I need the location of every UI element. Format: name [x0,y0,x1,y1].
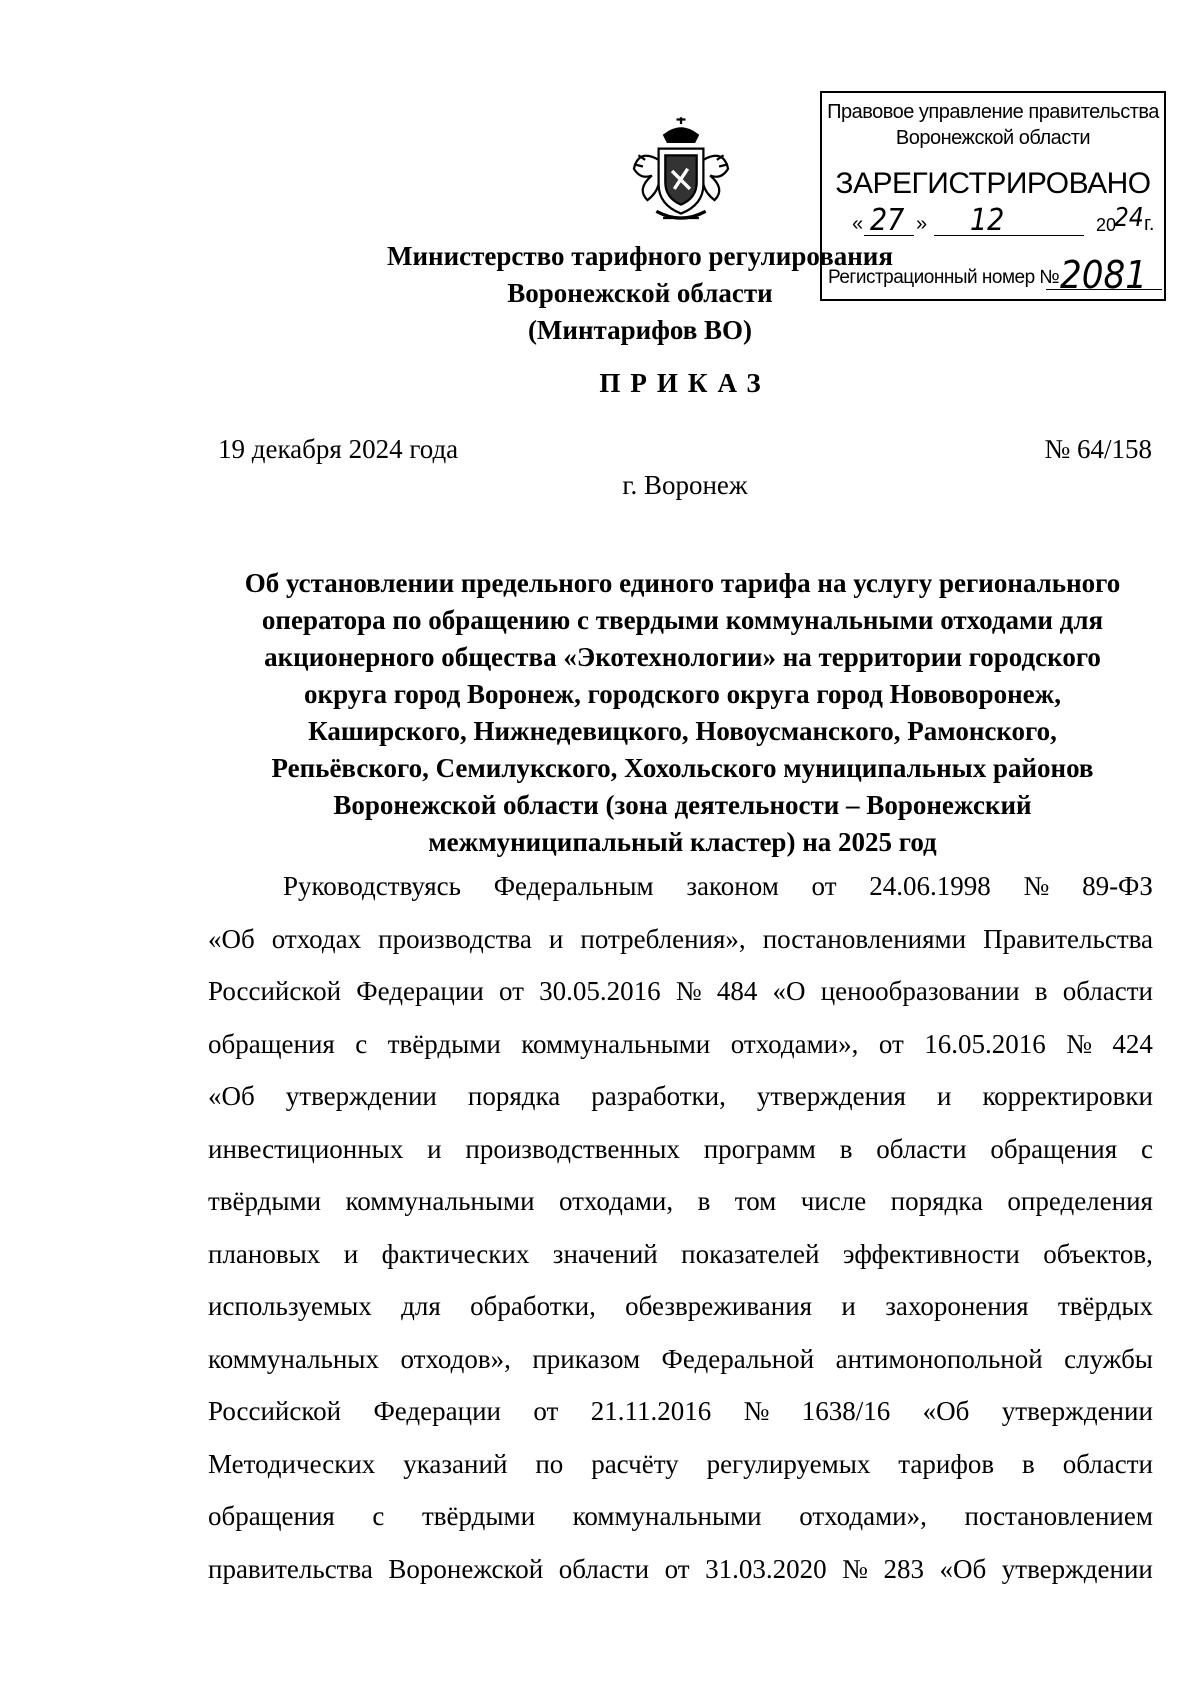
body-word: эффективности [842,1238,1020,1269]
body-word: Методических [208,1448,376,1479]
title-line: округа город Воронеж, городского округа город Нововоронеж, [304,679,1061,709]
body-line [208,913,1153,966]
title-line: Репьёвского, Семилукского, Хохольского муниципальных районов [271,753,1094,783]
body-word: 283 [883,1553,924,1584]
body-word: коммунальными [521,1028,711,1059]
body-word: твёрдых [1057,1291,1153,1321]
body-line [208,1070,1153,1123]
body-word: Российской [208,976,342,1006]
body-word: и [427,1133,442,1164]
body-word: 31.03.2020 [705,1553,827,1584]
body-word: № [1023,871,1050,901]
body-line [208,1438,1153,1491]
body-word: службы [1064,1343,1153,1374]
document-number: № 64/158 [1044,434,1152,464]
body-word: объектов, [1043,1238,1153,1269]
body-word: производственных [465,1133,680,1164]
body-word: потребления», [580,923,746,954]
stamp-month: 12 [970,203,1005,238]
body-word: и [343,1238,359,1269]
document-date: 19 декабря 2024 года [218,434,459,464]
stamp-year: 24 [1114,203,1144,233]
body-word: области [1062,976,1153,1006]
body-word: от [533,1396,559,1426]
body-word: том [734,1186,777,1216]
body-word: 21.11.2016 [590,1396,712,1426]
body-word: фактических [381,1238,530,1269]
ministry-line1: Министерство тарифного регулирования [387,241,893,271]
body-word: утверждении [285,1081,437,1111]
document-city: г. Воронеж [622,470,748,500]
body-word: значений [552,1238,658,1269]
stamp-department-line2: Воронежской области [895,127,1091,149]
title-line: Воронежской области (зона деятельности – Воронежский [333,790,1032,820]
body-line [208,1018,1153,1071]
body-word: приказом [532,1343,641,1374]
body-word: 16.05.2016 [924,1028,1046,1059]
body-word: утверждении [1001,1553,1153,1584]
body-word: № [1066,1028,1092,1059]
body-line [208,1175,1153,1228]
stamp-date-row: « 27 » 12 20 24 г. [852,203,1155,238]
body-word: в [839,1133,853,1164]
body-word: отходами», [730,1028,859,1059]
title-line: акционерного общества «Экотехнологии» на территории городского [264,642,1101,672]
body-word: программ [703,1133,816,1164]
body-line [208,1123,1153,1176]
body-word: обращения [208,1028,335,1059]
stamp-department-line1: Правовое управление правительства [827,101,1159,123]
body-word: № [842,1553,868,1584]
stamp-year-suffix: г. [1144,213,1155,235]
body-word: отходами, [558,1186,674,1216]
body-word: порядка [467,1081,561,1111]
body-line [208,860,1153,913]
body-line [208,1543,1153,1596]
body-line [208,1280,1153,1333]
body-word: «Об [922,1396,970,1426]
stamp-day: 27 [870,203,905,238]
body-word: в [697,1186,711,1216]
body-word: коммунальными [345,1186,535,1216]
body-word: Федеральным [493,871,654,901]
body-word: № [675,976,702,1006]
body-word: области [558,1553,650,1584]
title-line: Об установлении предельного единого тарифа на услугу регионального [244,568,1121,598]
body-word: «Об [939,1553,987,1584]
body-word: и [936,1081,952,1111]
body-line [208,965,1153,1018]
body-word: от [498,976,524,1006]
body-word: обработки, [470,1291,596,1321]
body-word: 484 [716,976,758,1006]
body-word: области [876,1133,967,1164]
body-word: Федеральной [661,1343,815,1374]
body-word: используемых [208,1291,372,1321]
body-word: постановлениями [762,923,967,954]
body-word: с [355,1028,368,1059]
body-word: для [401,1291,441,1321]
body-word: порядка [890,1186,983,1216]
body-word: производства [378,923,532,954]
body-line [208,1385,1153,1438]
body-word: «Об [208,923,255,954]
body-word: определения [1007,1186,1153,1216]
body-word: 89-ФЗ [1082,871,1153,901]
body-word: отходов», [400,1343,511,1374]
body-word: от [878,1028,904,1059]
body-word: Российской [208,1396,342,1426]
body-word: ценообразовании [820,976,1020,1006]
body-word: с [1140,1133,1153,1164]
stamp-reg-label: Регистрационный номер № [828,267,1060,288]
body-word: № [743,1396,770,1426]
body-word: «Об [208,1081,255,1111]
body-word: регулируемых [706,1448,871,1479]
body-word: «О [772,976,806,1006]
body-word: утверждении [1001,1396,1153,1426]
title-line: Каширского, Нижнедевицкого, Новоусманского, Рамонского, [308,716,1057,746]
body-word: плановых [208,1238,321,1269]
title-line: межмуниципальный кластер) на 2025 год [428,827,937,857]
body-word: разработки, [591,1081,726,1111]
body-word: Руководствуясь [283,871,461,901]
body-word: 24.06.1998 [869,871,991,901]
ministry-line2: Воронежской области [507,278,773,308]
body-word: Федерации [356,976,484,1006]
body-word: обращения [208,1501,335,1531]
body-word: Воронежской [388,1553,544,1584]
body-word: обращения [990,1133,1118,1164]
body-word: числе [800,1186,867,1216]
ministry-name [330,238,950,349]
body-word: твёрдыми [387,1028,501,1059]
body-word: области [1062,1448,1153,1479]
document-title [215,565,1150,861]
body-word: Федерации [373,1396,501,1426]
body-word: и [548,923,564,954]
body-line [208,1490,1153,1543]
body-word: отходами», [799,1501,927,1531]
body-word: захоронения [885,1291,1029,1321]
body-word: законом [686,871,779,901]
body-word: коммунальных [208,1343,379,1374]
body-word: и [841,1291,856,1321]
body-word: указаний [403,1448,508,1479]
stamp-reg-number: 2081 [1060,253,1147,297]
body-word: расчёту [591,1448,679,1479]
body-word: отходах [271,923,362,954]
body-word: постановлением [964,1501,1153,1531]
document-type: ПРИКАЗ [599,368,771,398]
body-word: 424 [1112,1028,1153,1059]
body-word: Правительства [983,923,1153,954]
body-word: с [372,1501,385,1531]
body-line [208,1333,1153,1386]
stamp-year-prefix: 20 [1096,215,1117,235]
ministry-line3: (Минтарифов ВО) [527,315,753,345]
body-word: в [1022,1448,1035,1479]
body-word: 30.05.2016 [539,976,661,1006]
body-word: корректировки [982,1081,1153,1111]
coat-of-arms-icon [625,115,737,227]
body-word: твёрдыми [208,1186,322,1216]
body-word: от [664,1553,690,1584]
body-word: твёрдыми [421,1501,536,1531]
body-word: коммунальными [572,1501,762,1531]
body-word: показателей [681,1238,820,1269]
body-word: в [1034,976,1048,1006]
body-word: инвестиционных [208,1133,404,1164]
body-word: тарифов [898,1448,995,1479]
title-line: оператора по обращению с твердыми коммунальными отходами для [261,605,1104,635]
body-word: от [811,871,837,901]
body-line [208,1228,1153,1281]
body-word: правительства [208,1553,373,1584]
body-word: по [535,1448,564,1479]
body-word: 1638/16 [801,1396,891,1426]
body-word: антимонопольной [835,1343,1043,1374]
body-word: обезвреживания [625,1291,813,1321]
stamp-registered-label: ЗАРЕГИСТРИРОВАНО [835,167,1151,200]
body-word: утверждения [756,1081,906,1111]
document-body [208,860,1153,1595]
